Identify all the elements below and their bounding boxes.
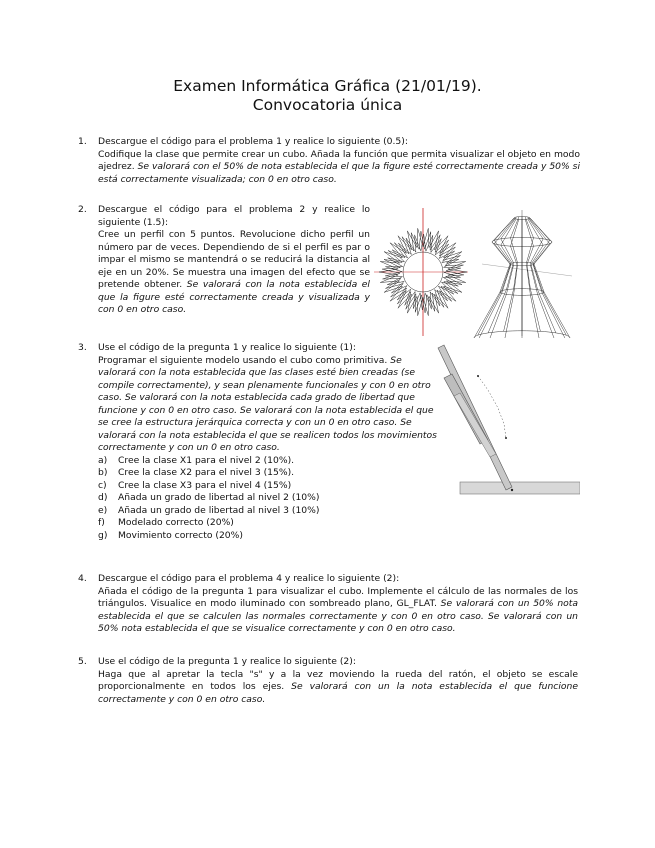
question-heading: Use el código de la pregunta 1 y realice lo siguiente (2): [98, 656, 356, 667]
question-body [98, 204, 370, 317]
arm-level-3 [444, 374, 496, 457]
subtask-item: e) Añada un grado de libertad al nivel 3 (10%) [98, 504, 320, 516]
subtask-item: c) Cree la clase X3 para el nivel 4 (15%) [98, 479, 292, 491]
revolution-figure [372, 206, 577, 338]
question-number: 1. [78, 136, 87, 147]
question-statement: Programar el siguiente modelo usando el cubo como primitiva. [98, 354, 388, 366]
vase-profile-side-view [474, 210, 572, 338]
exam-title: Examen Informática Gráfica (21/01/19). [173, 77, 482, 95]
question-statement: Añada el código de la pregunta 1 para visualizar el cubo. Implemente el cálculo de las normales de los triángulos. Visualice en modo iluminado con sombreado plano, GL_FLAT. [98, 585, 578, 609]
subtask-item: a) Cree la clase X1 para el nivel 2 (10%). [98, 454, 295, 466]
question-text [98, 229, 370, 317]
question-body [98, 573, 578, 636]
question-text [98, 149, 580, 187]
exam-subtitle: Convocatoria única [252, 96, 403, 114]
subtask-item: g) Movimiento correcto (20%) [98, 529, 243, 541]
question-number: 4. [78, 573, 87, 584]
question-statement: Cree un perfil con 5 puntos. Revolucione dicho perfil un número par de veces. Dependiendo de si el perfil es par o impar el mismo se mantendrá o se reducirá la distancia al eje en un 20%. Se muestra una imagen del efecto que se pretende obtener. [98, 229, 370, 290]
question-number: 2. [78, 204, 87, 215]
question-heading: Descargue el código para el problema 1 y realice lo siguiente (0.5): [98, 136, 408, 147]
subtask-item: f) Modelado correcto (20%) [98, 517, 234, 528]
grading-criteria: Se valorará con la nota establecida que las clases esté bien creadas (se compile correctamente), y sean plenamente funcionales y con 0 en otro caso. Se valorará con la nota establecida cada grado de libertad que funcione y con 0 en otro caso. Se valorará con la nota establecida el que se cree la estructura jerárquica correcta y con un 0 en otro caso. Se valorará con la nota establecida el que se realicen todos los movimientos correctamente y con un 0 en otro caso. [98, 354, 437, 453]
grading-criteria: Se valorará con el 50% de nota establecida el que la figure esté correctamente creada y 50% si está correctamente visualizada; con 0 en otro caso. [98, 161, 581, 185]
base-block [460, 482, 580, 494]
question-heading: Descargue el código para el problema 2 y realice lo siguiente (1.5): [98, 204, 370, 228]
question-text [98, 669, 578, 707]
question-body [98, 656, 578, 706]
question-statement: Codifique la clase que permite crear un cubo. Añada la función que permita visualizar el objeto en modo ajedrez. [98, 148, 580, 172]
grading-criteria: Se valorará con un la nota establecida el que funcione correctamente y con 0 en otro caso. [98, 681, 578, 705]
hierarchical-model-figure [430, 342, 580, 498]
star-profile-top-view [374, 208, 468, 336]
question-body [98, 136, 580, 186]
question-text [98, 355, 438, 455]
question-number: 3. [78, 342, 87, 353]
subtask-item: b) Cree la clase X2 para el nivel 3 (15%). [98, 467, 295, 478]
grading-criteria: Se valorará con la nota establecida el que la figure esté correctamente creada y visualizada y con 0 en otro caso. [98, 279, 370, 315]
question-heading: Use el código de la pregunta 1 y realice lo siguiente (1): [98, 342, 356, 353]
subtask-item: d) Añada un grado de libertad al nivel 2 (10%) [98, 492, 320, 503]
subtask-list [98, 455, 438, 543]
question-number: 5. [78, 656, 87, 667]
question-text [98, 586, 578, 636]
question-statement: Haga que al apretar la tecla "s" y a la vez moviendo la rueda del ratón, el objeto se escale proporcionalmente en todos los ejes. [98, 668, 578, 692]
question-body [98, 342, 438, 542]
grading-criteria: Se valorará con un 50% nota establecida el que se calculen las normales correctamente y con 0 en otro caso. Se valorará con un 50% nota establecida el que se visualice correctamente y con 0 en otro caso. [98, 598, 578, 634]
question-heading: Descargue el código para el problema 4 y realice lo siguiente (2): [98, 573, 400, 584]
